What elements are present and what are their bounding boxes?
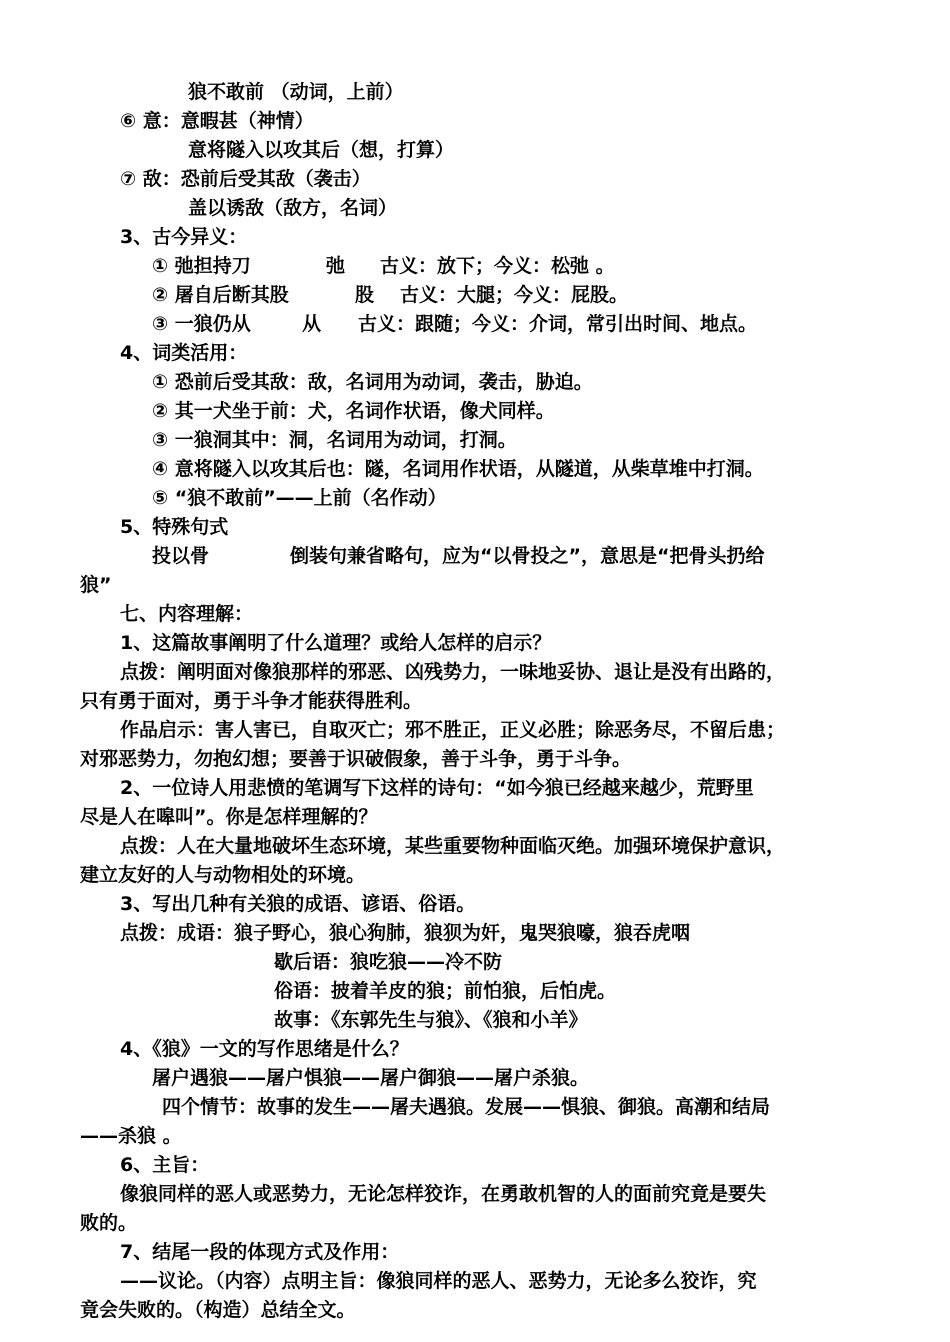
text-line: 股 <box>355 284 375 306</box>
text-line: 作品启示：害人害已，自取灭亡；邪不胜正，正义必胜；除恶务尽，不留后患； <box>120 719 786 741</box>
text-line: 2、一位诗人用悲愤的笔调写下这样的诗句：“如今狼已经越来越少，荒野里 <box>120 777 754 799</box>
text-line: ④ 意将隧入以攻其后也：隧，名词用作状语，从隧道，从柴草堆中打洞。 <box>152 458 764 480</box>
text-line: 倒装句兼省略句，应为“以骨投之”，意思是“把骨头扔给 <box>290 545 765 567</box>
text-line: 歇后语：狼吃狼——冷不防 <box>274 951 503 973</box>
text-line: 只有勇于面对，勇于斗争才能获得胜利。 <box>80 690 423 712</box>
text-line: ——杀狼 。 <box>80 1125 182 1147</box>
text-line: ③ 一狼洞其中：洞，名词用为动词，打洞。 <box>152 429 517 451</box>
text-line: 尽是人在嗥叫”。你是怎样理解的？ <box>80 806 378 828</box>
text-line: 故事：《东郭先生与狼》、《狼和小羊》 <box>274 1009 588 1031</box>
text-line: 点拨：阐明面对像狼那样的邪恶、凶残势力，一味地妥协、退让是没有出路的， <box>120 661 786 683</box>
text-line: 7、结尾一段的体现方式及作用： <box>120 1241 400 1263</box>
text-line: 俗语：披着羊皮的狼；前怕狼，后怕虎。 <box>274 980 617 1002</box>
text-line: 6、主旨： <box>120 1154 210 1176</box>
text-line: ② 其一犬坐于前：犬，名词作状语，像犬同样。 <box>152 400 555 422</box>
section-heading: 3、古今异义： <box>120 226 248 248</box>
text-line: 竟会失败的。（构造）总结全文。 <box>80 1299 356 1321</box>
text-line: 古义：大腿；今义：屁股。 <box>400 284 629 306</box>
text-line: 投以骨 <box>152 545 210 567</box>
text-line: ⑦ 敌：恐前后受其敌（袭击） <box>120 168 371 190</box>
text-line: 古义：跟随；今义：介词，常引出时间、地点。 <box>358 313 758 335</box>
text-line: ① 弛担持刀 <box>152 255 251 277</box>
text-line: 弛 <box>326 255 346 277</box>
text-line: 意将隧入以攻其后（想，打算） <box>188 139 455 161</box>
text-line: ② 屠自后断其股 <box>152 284 289 306</box>
text-line: 4、《狼》一文的写作思绪是什么？ <box>120 1038 409 1060</box>
text-line: ③ 一狼仍从 <box>152 313 251 335</box>
text-line: ① 恐前后受其敌：敌，名词用为动词，袭击，胁迫。 <box>152 371 593 393</box>
text-line: 点拨：成语：狼子野心，狼心狗肺，狼狈为奸，鬼哭狼嚎，狼吞虎咽 <box>120 922 691 944</box>
text-line: 狼不敢前 （动词，上前） <box>188 81 404 103</box>
text-line: 3、写出几种有关狼的成语、谚语、俗语。 <box>120 893 476 915</box>
text-line: ⑤ “狼不敢前”——上前（名作动） <box>152 487 447 509</box>
text-line: ⑥ 意：意暇甚（神情） <box>120 110 314 132</box>
section-heading: 4、词类活用： <box>120 342 248 364</box>
text-line: 1、这篇故事阐明了什么道理？或给人怎样的启示？ <box>120 632 552 654</box>
text-line: 点拨：人在大量地破坏生态环境，某些重要物种面临灭绝。加强环境保护意识， <box>120 835 786 857</box>
text-line: 古义：放下；今义：松弛 。 <box>380 255 615 277</box>
text-line: 从 <box>302 313 322 335</box>
section-heading: 5、特殊句式 <box>120 516 229 538</box>
text-line: 四个情节：故事的发生——屠夫遇狼。发展——惧狼、御狼。高潮和结局 <box>162 1096 771 1118</box>
text-line: 像狼同样的恶人或恶势力，无论怎样狡诈，在勇敢机智的人的面前究竟是要失 <box>120 1183 767 1205</box>
text-line: 对邪恶势力，勿抱幻想；要善于识破假象，善于斗争，勇于斗争。 <box>80 748 632 770</box>
text-line: 盖以诱敌（敌方，名词） <box>188 197 398 219</box>
text-line: ——议论。（内容）点明主旨：像狼同样的恶人、恶势力，无论多么狡诈，究 <box>120 1270 757 1292</box>
text-line: 建立友好的人与动物相处的环境。 <box>80 864 366 886</box>
text-line: 败的。 <box>80 1212 138 1234</box>
section-heading: 七、内容理解： <box>120 603 254 625</box>
text-line: 狼” <box>80 574 112 596</box>
text-line: 屠户遇狼——屠户惧狼——屠户御狼——屠户杀狼。 <box>152 1067 590 1089</box>
